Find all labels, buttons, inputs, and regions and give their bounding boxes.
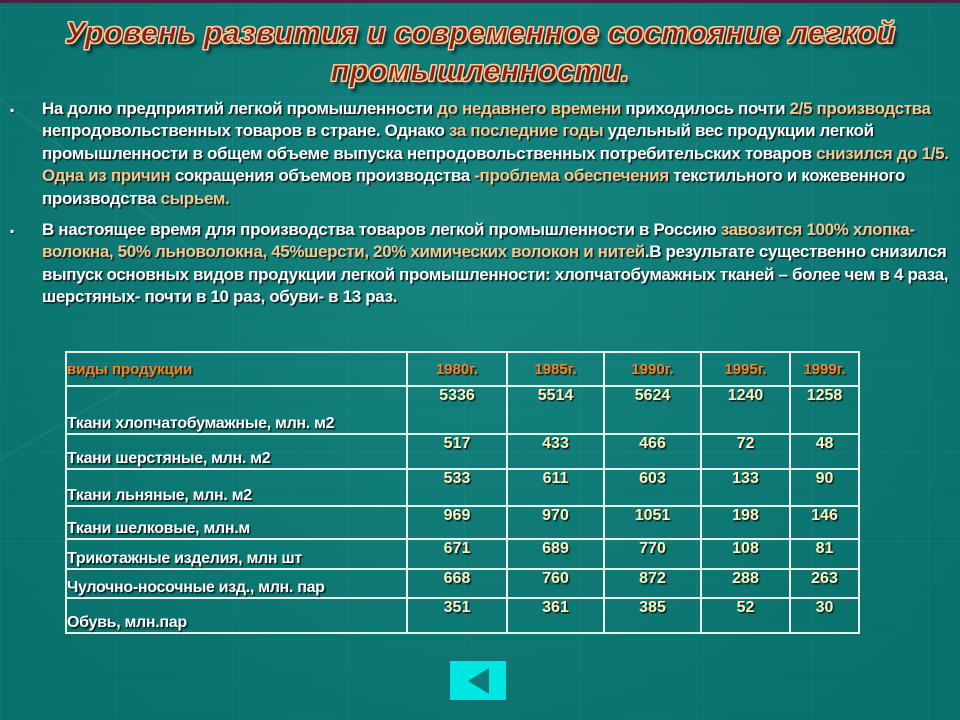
- table-cell-value: 969: [407, 506, 507, 539]
- table-cell-value: 603: [604, 469, 701, 506]
- table-cell-value: 668: [407, 569, 507, 598]
- plain-text: текстильного и кожевенного производства: [42, 166, 906, 208]
- table-cell-value: 133: [701, 469, 790, 506]
- table-cell-value: 1258: [790, 386, 859, 434]
- highlighted-text: -проблема обеспечения: [474, 166, 669, 186]
- row-label: Ткани шелковые, млн.м: [66, 506, 407, 539]
- row-label: Чулочно-носочные изд., млн. пар: [66, 569, 407, 598]
- table-cell-value: 385: [604, 598, 701, 633]
- table-cell-value: 72: [701, 434, 790, 469]
- table-row: [66, 598, 859, 633]
- table-cell-value: 5624: [604, 386, 701, 434]
- row-label: Ткани льняные, млн. м2: [66, 469, 407, 506]
- data-table: [65, 351, 860, 634]
- table-cell-value: 198: [701, 506, 790, 539]
- bullet-square-icon: ▪: [10, 103, 15, 117]
- table-cell-value: 611: [507, 469, 604, 506]
- table-row: [66, 386, 859, 434]
- row-label: Обувь, млн.пар: [66, 598, 407, 633]
- plain-text: На долю предприятий легкой промышленности: [42, 99, 438, 118]
- row-label: Трикотажные изделия, млн шт: [66, 539, 407, 569]
- table-cell-value: 970: [507, 506, 604, 539]
- table-cell-value: 770: [604, 539, 701, 569]
- plain-text: В настоящее время для производства товаров легкой промышленности в Россию: [42, 220, 721, 240]
- highlighted-text: до недавнего времени: [437, 99, 621, 118]
- table-row: [66, 539, 859, 569]
- column-header-products: виды продукции: [66, 352, 407, 386]
- table-cell-value: 5514: [507, 386, 604, 434]
- plain-text: сокращения объемов производства: [170, 166, 475, 186]
- table-body: [66, 352, 859, 633]
- left-triangle-icon: [468, 668, 489, 694]
- bullet-text: [42, 98, 950, 210]
- column-header-year: 1995г.: [701, 352, 790, 386]
- table-cell-value: 30: [790, 598, 859, 633]
- highlighted-text: снизился до 1/5. Одна из причин: [42, 143, 949, 186]
- table-row: [66, 469, 859, 506]
- column-header-year: 1999г.: [790, 352, 859, 386]
- column-header-year: 1980г.: [407, 352, 507, 386]
- table-cell-value: 433: [507, 434, 604, 469]
- row-label: Ткани хлопчатобумажные, млн. м2: [66, 386, 407, 434]
- column-header-year: 1985г.: [507, 352, 604, 386]
- table-cell-value: 48: [790, 434, 859, 469]
- table-cell-value: 466: [604, 434, 701, 469]
- page-title: Уровень развития и современное состояние легкой промышленности.: [64, 15, 896, 88]
- row-label: Ткани шерстяные, млн. м2: [66, 434, 407, 469]
- table-cell-value: 517: [407, 434, 507, 469]
- plain-text: приходилось почти: [620, 99, 790, 118]
- bullet-item: [10, 219, 950, 309]
- table-cell-value: 361: [507, 598, 604, 633]
- table-cell-value: 1051: [604, 506, 701, 539]
- highlighted-text: сырьем.: [160, 188, 230, 208]
- table-cell-value: 1240: [701, 386, 790, 434]
- table-cell-value: 671: [407, 539, 507, 569]
- table-cell-value: 108: [701, 539, 790, 569]
- bullet-item: [10, 98, 950, 210]
- table-cell-value: 81: [790, 539, 859, 569]
- plain-text: непродовольственных товаров в стране. Однако: [42, 121, 449, 141]
- table-cell-value: 146: [790, 506, 859, 539]
- table-row: [66, 434, 859, 469]
- top-edge-strip: [0, 0, 960, 3]
- bullet-text: [42, 219, 950, 309]
- table-cell-value: 351: [407, 598, 507, 633]
- table-cell-value: 90: [790, 469, 859, 506]
- bullet-list: [10, 98, 950, 318]
- plain-text: .В результате существенно снизился выпуск основных видов продукции легкой промышленности: хлопчатобумажных тканей – более чем в 4 раза, шерстяных- почти в 10 раз, обуви- в 13 раз.: [42, 242, 949, 307]
- table-cell-value: 5336: [407, 386, 507, 434]
- plain-text: удельный вес продукции легкой промышленности в общем объеме выпуска непродовольственных потребительских товаров: [42, 121, 874, 163]
- table-cell-value: 533: [407, 469, 507, 506]
- highlighted-text: за последние годы: [448, 121, 604, 141]
- table-row: [66, 506, 859, 539]
- table-cell-value: 689: [507, 539, 604, 569]
- table-cell-value: 872: [604, 569, 701, 598]
- highlighted-text: 2/5 производства: [789, 99, 931, 118]
- table-row: [66, 569, 859, 598]
- table-cell-value: 52: [701, 598, 790, 633]
- bullet-square-icon: ▪: [10, 224, 15, 239]
- table-cell-value: 760: [507, 569, 604, 598]
- back-button[interactable]: [450, 661, 506, 700]
- column-header-year: 1990г.: [604, 352, 701, 386]
- table-cell-value: 263: [790, 569, 859, 598]
- title-block: [0, 14, 960, 90]
- table-header-row: [66, 352, 859, 386]
- highlighted-text: завозится 100% хлопка-волокна, 50% льноволокна, 45%шерсти, 20% химических волокон и нитей: [42, 220, 915, 262]
- table-cell-value: 288: [701, 569, 790, 598]
